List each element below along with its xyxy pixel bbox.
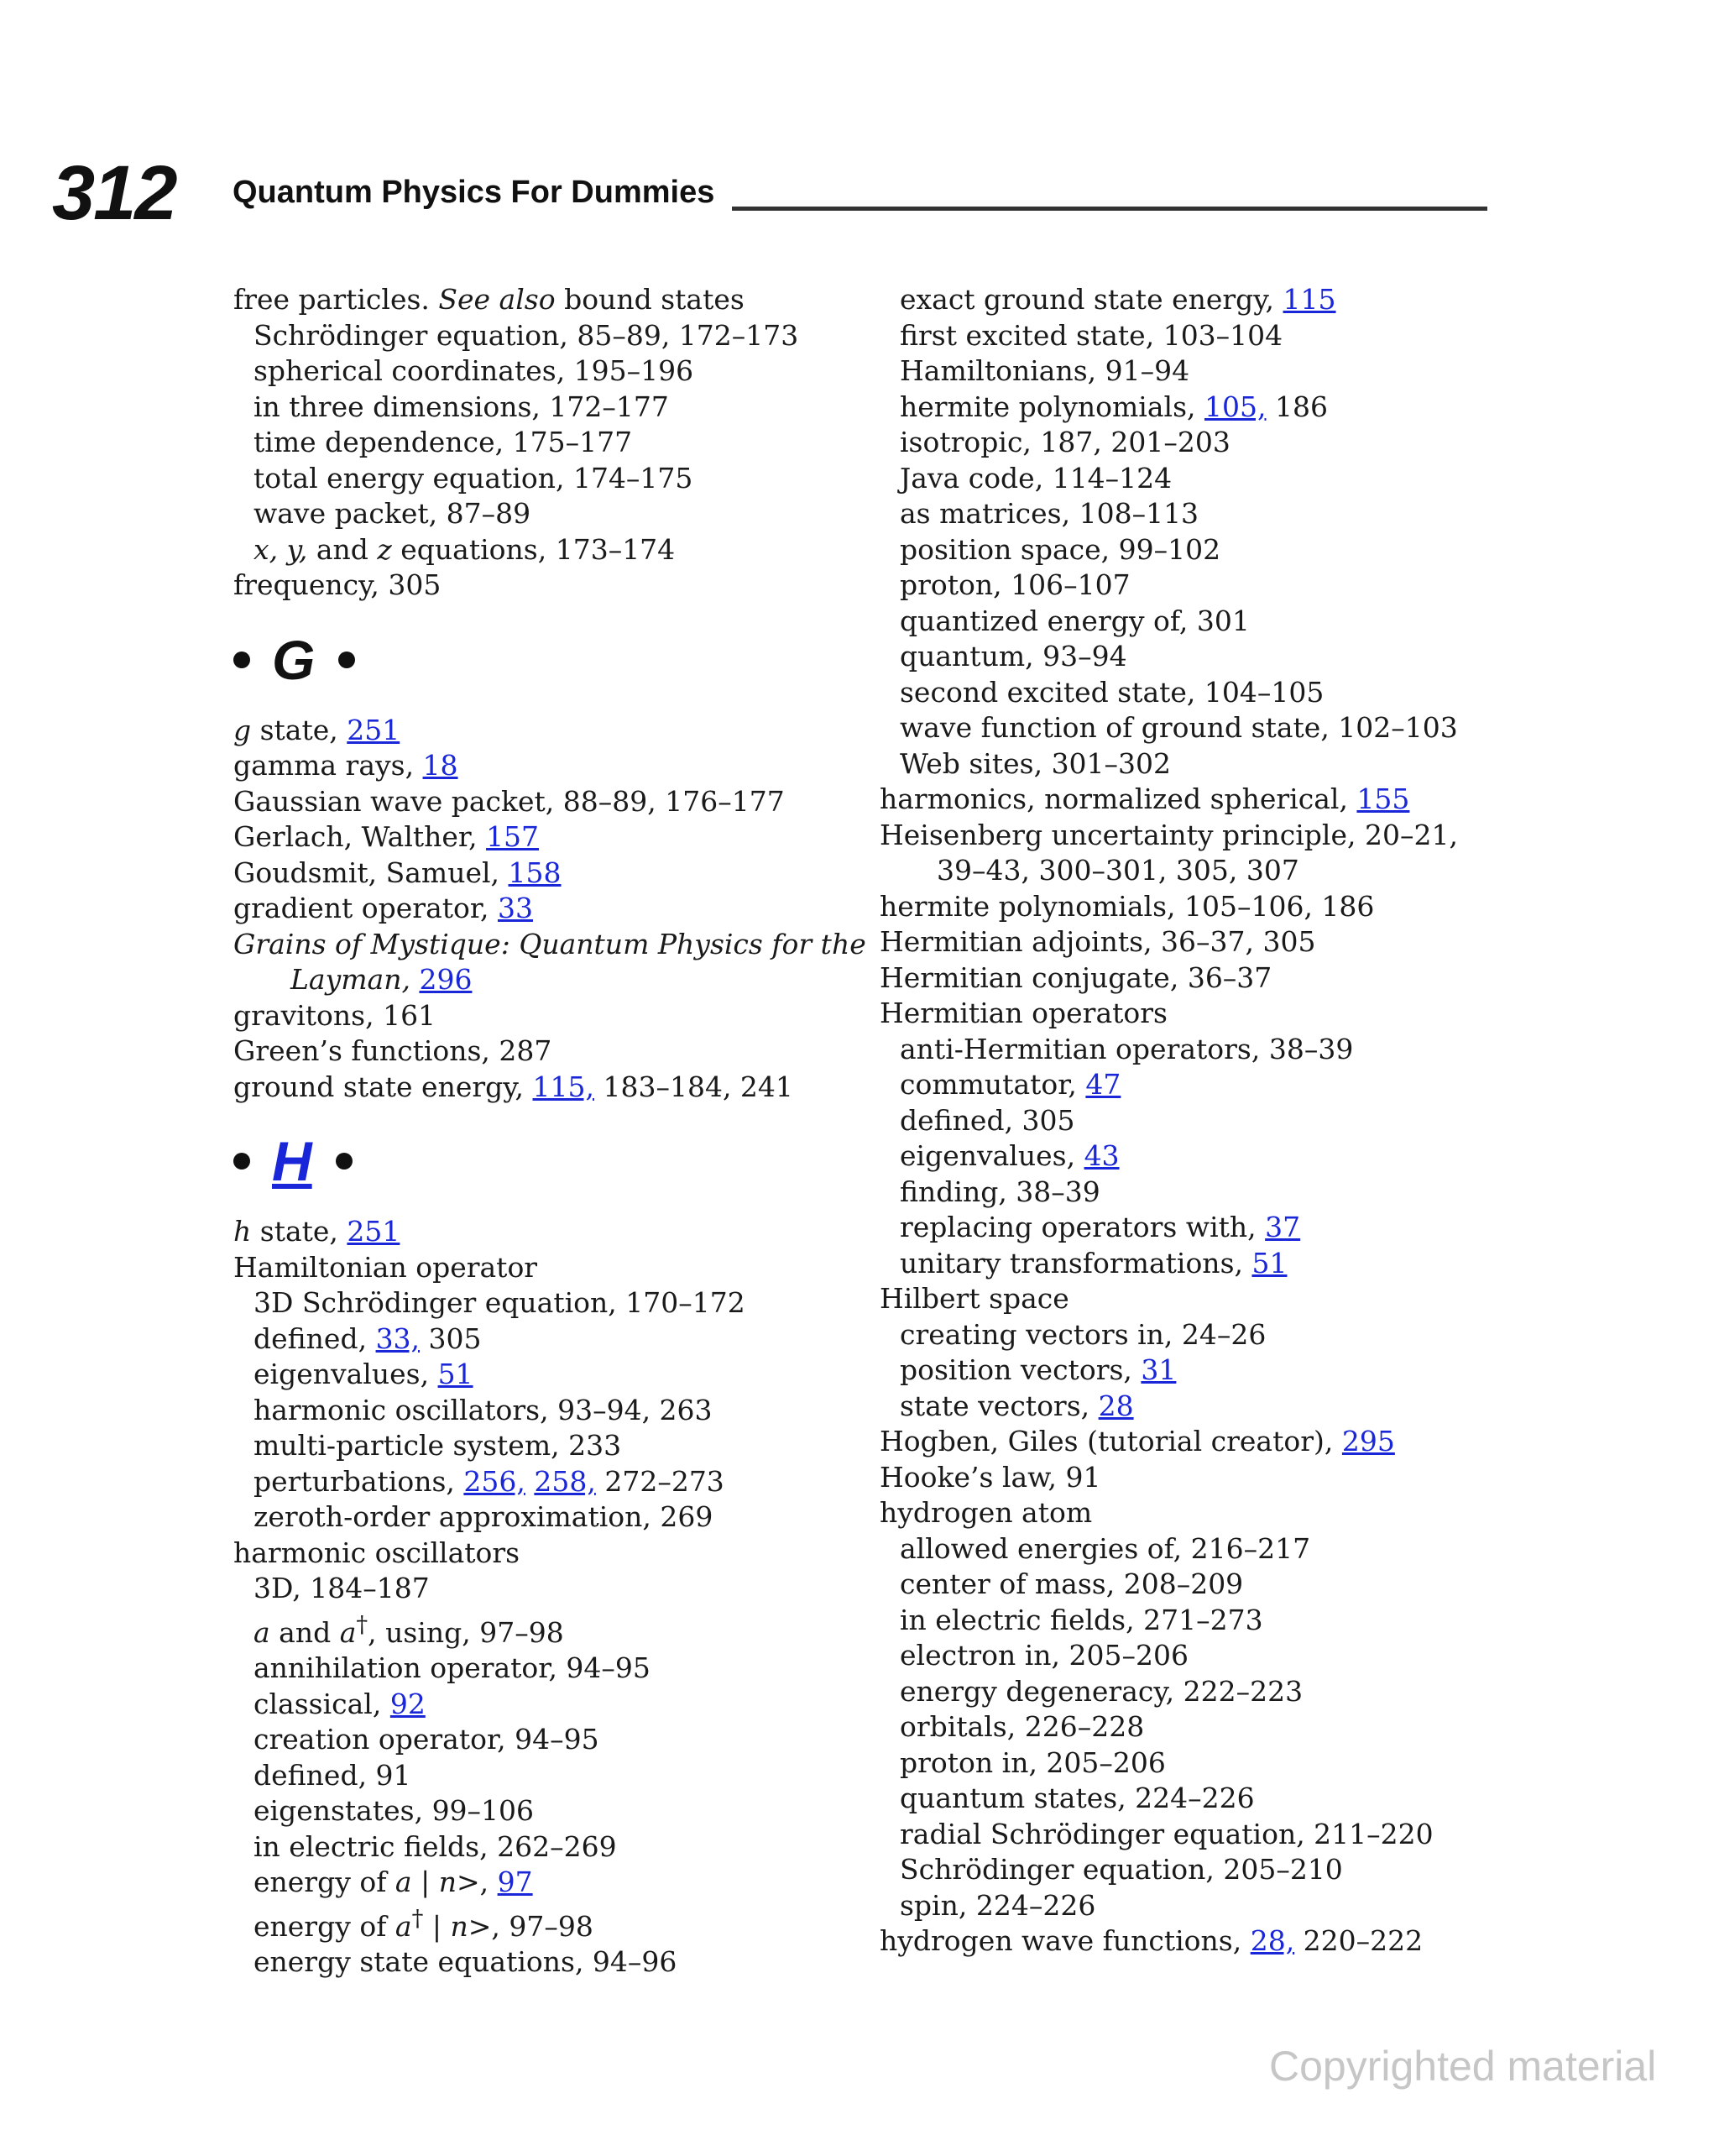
index-entry: Gerlach, Walther, 157	[233, 820, 540, 853]
page-link[interactable]: 31	[1141, 1353, 1177, 1386]
page-link[interactable]: 251	[347, 1215, 400, 1248]
index-entry: harmonics, normalized spherical, 155	[880, 782, 1410, 815]
page-link[interactable]: 158	[508, 856, 562, 889]
index-subentry: 3D Schrödinger equation, 170–172	[253, 1286, 745, 1319]
page-link[interactable]: 28	[1098, 1389, 1134, 1422]
index-subentry: radial Schrödinger equation, 211–220	[900, 1817, 1434, 1850]
index-subentry: Schrödinger equation, 85–89, 172–173	[253, 318, 799, 352]
index-entry: Heisenberg uncertainty principle, 20–21,	[880, 818, 1458, 851]
index-subentry: in electric fields, 262–269	[253, 1829, 617, 1863]
page-link[interactable]: 47	[1085, 1068, 1121, 1101]
page-link[interactable]: 105,	[1204, 390, 1267, 423]
index-subentry: eigenvalues, 51	[253, 1358, 473, 1390]
index-column-left	[233, 282, 866, 1981]
index-subentry: hermite polynomials, 105, 186	[900, 390, 1328, 423]
index-entry: Hermitian operators	[880, 997, 1168, 1029]
index-subentry: commutator, 47	[900, 1068, 1121, 1101]
index-subentry: position vectors, 31	[900, 1353, 1177, 1386]
index-entry: gamma rays, 18	[233, 749, 458, 782]
index-entry: Hermitian adjoints, 36–37, 305	[880, 925, 1316, 958]
index-entry: hydrogen wave functions, 28, 220–222	[880, 1924, 1424, 1957]
index-subentry: wave function of ground state, 102–103	[900, 711, 1458, 744]
index-subentry: harmonic oscillators, 93–94, 263	[253, 1393, 713, 1426]
page-link[interactable]: 18	[422, 749, 458, 782]
index-subentry: quantized energy of, 301	[900, 604, 1250, 637]
page-link[interactable]: 33	[498, 892, 534, 924]
index-entry: ground state energy, 115, 183–184, 241	[233, 1070, 793, 1103]
section-heading-h	[233, 1112, 854, 1211]
page-link[interactable]: 28,	[1250, 1924, 1295, 1957]
index-subentry: defined, 91	[253, 1758, 411, 1792]
index-entry: Grains of Mystique: Quantum Physics for the	[233, 927, 866, 960]
index-entry: h state, 251	[233, 1215, 400, 1248]
index-entry: Hamiltonian operator	[233, 1250, 538, 1284]
index-subentry: Schrödinger equation, 205–210	[900, 1853, 1343, 1886]
index-subentry: as matrices, 108–113	[900, 497, 1199, 530]
index-entry: Hilbert space	[880, 1282, 1069, 1315]
page-link[interactable]: 251	[347, 713, 400, 746]
index-subentry: replacing operators with, 37	[900, 1211, 1301, 1243]
index-entry: Green’s functions, 287	[233, 1034, 552, 1067]
index-subentry: spherical coordinates, 195–196	[253, 354, 694, 387]
index-subentry: state vectors, 28	[900, 1389, 1134, 1422]
index-subentry: first excited state, 103–104	[900, 318, 1283, 352]
page-link[interactable]: 157	[486, 820, 540, 853]
page-link[interactable]: 97	[497, 1866, 533, 1898]
page-link[interactable]: 37	[1265, 1211, 1301, 1243]
page-link[interactable]: 258,	[534, 1464, 596, 1498]
bullet-icon	[233, 1153, 250, 1170]
index-entry: frequency, 305	[233, 568, 442, 601]
index-subentry: isotropic, 187, 201–203	[900, 426, 1230, 458]
index-entry: Hogben, Giles (tutorial creator), 295	[880, 1425, 1395, 1457]
page-link[interactable]: 296	[419, 963, 473, 996]
index-subentry: total energy equation, 174–175	[253, 461, 693, 495]
index-entry-continued: 39–43, 300–301, 305, 307	[937, 854, 1299, 887]
running-title: Quantum Physics For Dummies	[233, 175, 715, 210]
page-link[interactable]: 33,	[375, 1321, 421, 1355]
section-heading-g	[233, 610, 854, 709]
page-link[interactable]: 92	[389, 1687, 426, 1720]
index-subentry: anti-Hermitian operators, 38–39	[900, 1032, 1354, 1065]
index-subentry: quantum states, 224–226	[900, 1782, 1255, 1814]
index-entry: Hermitian conjugate, 36–37	[880, 960, 1272, 994]
index-subentry: exact ground state energy, 115	[900, 283, 1336, 316]
page-link[interactable]: 295	[1341, 1425, 1395, 1457]
index-subentry: creation operator, 94–95	[253, 1723, 599, 1756]
index-entry: Gaussian wave packet, 88–89, 176–177	[233, 784, 785, 818]
section-letter-link[interactable]: H	[272, 1130, 312, 1192]
index-subentry: Hamiltonians, 91–94	[900, 354, 1190, 387]
index-subentry: classical, 92	[253, 1687, 426, 1720]
index-entry: harmonic oscillators	[233, 1536, 520, 1569]
index-entry: g state, 251	[233, 713, 400, 746]
index-subentry: creating vectors in, 24–26	[900, 1317, 1267, 1351]
index-subentry: electron in, 205–206	[900, 1639, 1189, 1672]
page-link[interactable]: 155	[1356, 782, 1410, 815]
index-subentry: second excited state, 104–105	[900, 675, 1325, 709]
index-subentry: position space, 99–102	[900, 532, 1221, 566]
index-subentry: in electric fields, 271–273	[900, 1603, 1263, 1636]
index-subentry: Java code, 114–124	[900, 461, 1173, 495]
index-subentry: allowed energies of, 216–217	[900, 1531, 1311, 1565]
index-subentry: multi-particle system, 233	[253, 1429, 622, 1462]
index-entry: hydrogen atom	[880, 1496, 1093, 1529]
index-entry: gravitons, 161	[233, 998, 436, 1032]
index-subentry: energy degeneracy, 222–223	[900, 1674, 1304, 1708]
index-subentry: proton, 106–107	[900, 568, 1131, 601]
index-subentry: defined, 33, 305	[253, 1321, 482, 1355]
index-entry: gradient operator, 33	[233, 892, 534, 924]
index-column-right	[880, 282, 1484, 1960]
header-rule	[732, 207, 1487, 211]
index-subentry: zeroth-order approximation, 269	[253, 1500, 713, 1533]
index-subentry: energy of a | n>, 97	[253, 1866, 533, 1898]
page-number: 312	[52, 150, 176, 236]
index-subentry: Web sites, 301–302	[900, 746, 1172, 780]
index-entry-continued: Layman, 296	[290, 963, 473, 996]
page-link[interactable]: 115,	[532, 1070, 594, 1103]
index-subentry: perturbations, 256, 258, 272–273	[253, 1464, 724, 1498]
index-entry: free particles. See also bound states	[233, 283, 745, 316]
page-link[interactable]: 115	[1283, 283, 1336, 316]
page-link[interactable]: 43	[1084, 1139, 1120, 1172]
index-subentry: energy state equations, 94–96	[253, 1945, 677, 1978]
index-subentry: wave packet, 87–89	[253, 497, 531, 530]
index-subentry: center of mass, 208–209	[900, 1567, 1244, 1600]
index-entry: Goudsmit, Samuel, 158	[233, 856, 562, 889]
bullet-icon	[338, 652, 355, 668]
index-subentry: unitary transformations, 51	[900, 1246, 1288, 1279]
index-subentry: a and a†, using, 97–98	[253, 1610, 564, 1649]
index-subentry: eigenstates, 99–106	[253, 1794, 535, 1827]
bullet-icon	[233, 652, 250, 668]
index-subentry: annihilation operator, 94–95	[253, 1651, 651, 1684]
index-subentry: proton in, 205–206	[900, 1745, 1166, 1779]
page-link[interactable]: 51	[437, 1358, 473, 1390]
index-subentry: 3D, 184–187	[253, 1572, 430, 1604]
copyright-watermark: Copyrighted material	[1269, 2043, 1657, 2090]
section-letter: G	[272, 628, 316, 691]
page-link[interactable]: 51	[1251, 1246, 1288, 1279]
index-entry: Hooke’s law, 91	[880, 1460, 1101, 1494]
index-subentry: orbitals, 226–228	[900, 1710, 1145, 1743]
page-link[interactable]: 256,	[463, 1464, 525, 1498]
index-subentry: time dependence, 175–177	[253, 426, 633, 458]
page-header	[52, 151, 1487, 235]
index-subentry: in three dimensions, 172–177	[253, 390, 669, 423]
index-subentry: energy of a† | n>, 97–98	[253, 1904, 593, 1943]
index-subentry: finding, 38–39	[900, 1175, 1100, 1208]
bullet-icon	[336, 1153, 353, 1170]
index-entry: hermite polynomials, 105–106, 186	[880, 889, 1375, 923]
index-subentry: quantum, 93–94	[900, 640, 1127, 672]
index-subentry: eigenvalues, 43	[900, 1139, 1120, 1172]
index-subentry: defined, 305	[900, 1103, 1075, 1137]
index-subentry: x, y, and z equations, 173–174	[253, 532, 676, 566]
index-subentry: spin, 224–226	[900, 1888, 1096, 1922]
